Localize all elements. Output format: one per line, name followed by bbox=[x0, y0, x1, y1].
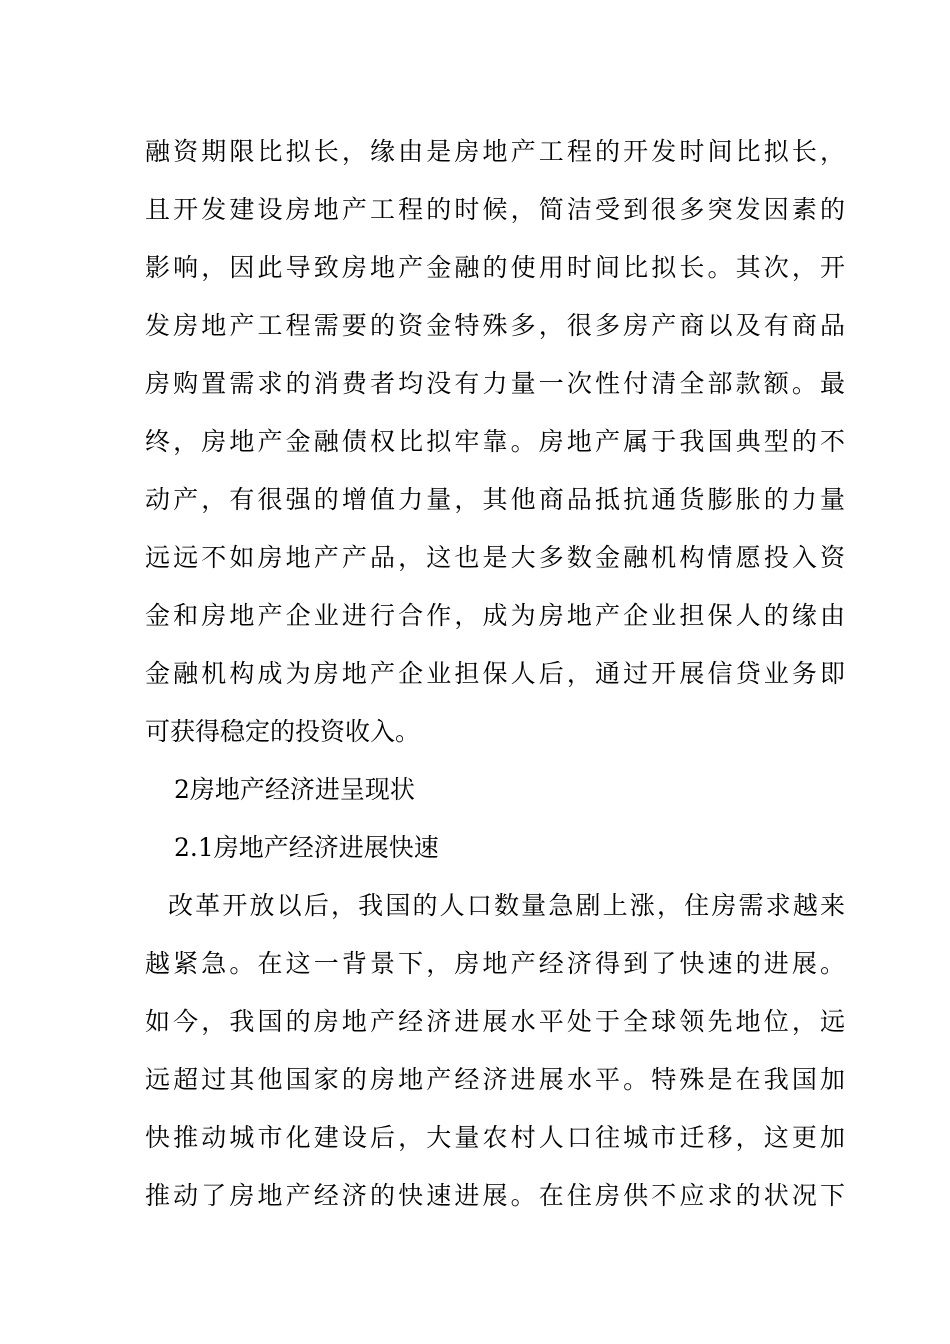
paragraph-line: 可获得稳定的投资收入。 bbox=[145, 717, 421, 746]
paragraph-line: 越紧急。在这一背景下，房地产经济得到了快速的进展。 bbox=[145, 949, 845, 978]
paragraph-line: 且开发建设房地产工程的时候，简洁受到很多突发因素的 bbox=[145, 195, 845, 224]
paragraph-line: 影响，因此导致房地产金融的使用时间比拟长。其次，开 bbox=[145, 253, 845, 282]
paragraph-line: 改革开放以后，我国的人口数量急剧上涨，住房需求越来 bbox=[168, 891, 845, 920]
paragraph-line: 房购置需求的消费者均没有力量一次性付清全部款额。最 bbox=[145, 369, 845, 398]
paragraph-line: 动产，有很强的增值力量，其他商品抵抗通货膨胀的力量 bbox=[145, 485, 845, 514]
paragraph-line: 快推动城市化建设后，大量农村人口往城市迁移，这更加 bbox=[145, 1123, 845, 1152]
paragraph-line: 发房地产工程需要的资金特殊多，很多房产商以及有商品 bbox=[145, 311, 845, 340]
subsection-heading: 2.1房地产经济进展快速 bbox=[174, 833, 439, 862]
paragraph-line: 融资期限比拟长，缘由是房地产工程的开发时间比拟长， bbox=[145, 137, 845, 166]
paragraph-line: 金融机构成为房地产企业担保人后，通过开展信贷业务即 bbox=[145, 659, 845, 688]
paragraph-line: 金和房地产企业进行合作，成为房地产企业担保人的缘由 bbox=[145, 601, 845, 630]
paragraph-line: 远超过其他国家的房地产经济进展水平。特殊是在我国加 bbox=[145, 1065, 845, 1094]
paragraph-line: 推动了房地产经济的快速进展。在住房供不应求的状况下 bbox=[145, 1181, 845, 1210]
section-heading: 2房地产经济进呈现状 bbox=[174, 775, 415, 804]
paragraph-line: 如今，我国的房地产经济进展水平处于全球领先地位，远 bbox=[145, 1007, 845, 1036]
paragraph-line: 远远不如房地产产品，这也是大多数金融机构情愿投入资 bbox=[145, 543, 845, 572]
paragraph-line: 终，房地产金融债权比拟牢靠。房地产属于我国典型的不 bbox=[145, 427, 845, 456]
